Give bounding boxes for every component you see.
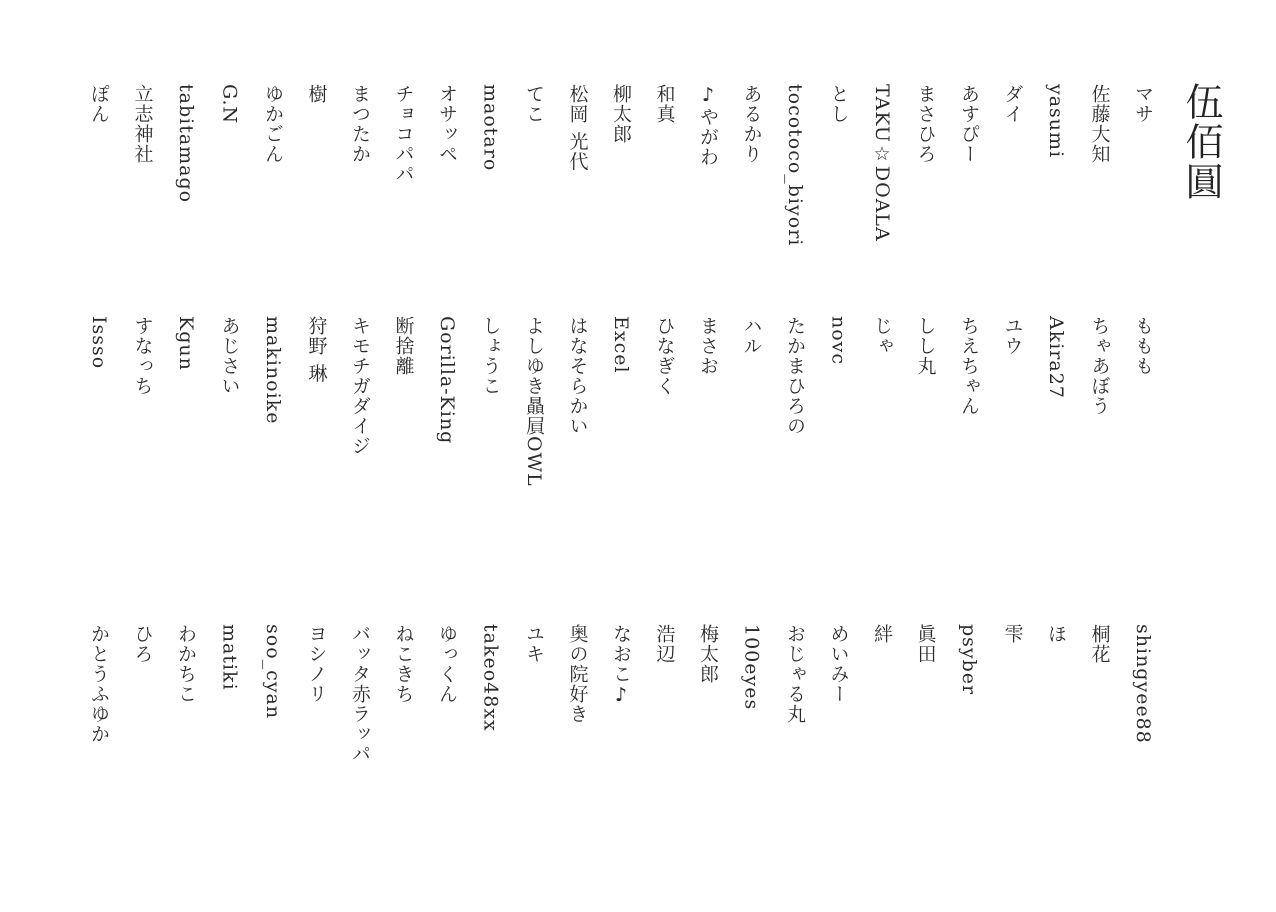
name-entry: バッタ赤ラッパ	[349, 624, 371, 764]
name-entry: まつたか	[349, 84, 371, 164]
name-entry: matiki	[218, 624, 241, 691]
name-entry: とし	[827, 84, 850, 124]
name-entry: ひろ	[131, 624, 154, 664]
name-entry: yasumi	[1045, 84, 1067, 159]
name-entry: かとうふゆか	[88, 624, 110, 744]
name-entry: 立志神社	[131, 84, 154, 164]
name-entry: おじゃる丸	[784, 624, 806, 724]
name-entry: 絆	[871, 624, 893, 644]
name-entry: psyber	[958, 624, 980, 696]
name-entry: soo_cyan	[262, 624, 284, 720]
name-entry: 和真	[653, 84, 676, 124]
name-entry: あるかり	[740, 84, 763, 164]
name-entry: 100eyes	[740, 624, 763, 711]
name-entry: しし丸	[914, 316, 937, 376]
name-entry: まさひろ	[914, 84, 937, 164]
name-entry: ちえちゃん	[958, 316, 980, 416]
name-entry: Excel	[610, 316, 632, 374]
name-entry: ゆかごん	[262, 84, 284, 164]
name-entry: あじさい	[218, 316, 241, 396]
name-entry: たかまひろの	[784, 316, 806, 436]
name-entry: 柳太郎	[610, 84, 632, 144]
name-entry: オサッペ	[436, 84, 458, 164]
name-entry: tocotoco_biyori	[784, 84, 806, 247]
name-entry: novc	[827, 316, 850, 366]
name-entry: 松岡 光代	[566, 84, 589, 172]
name-entry: ♪やがわ	[697, 84, 719, 167]
name-entry: あすぴー	[958, 84, 980, 164]
name-entry: 狩野 琳	[305, 316, 328, 384]
name-entry: 奥の院好き	[566, 624, 589, 724]
name-entry: なおこ♪	[610, 624, 632, 707]
name-entry: takeo48xx	[479, 624, 502, 732]
name-entry: makinoike	[262, 316, 284, 425]
name-entry: キモチガダイジ	[349, 316, 371, 456]
name-entry: Kgun	[175, 316, 197, 371]
name-entry: 梅太郎	[697, 624, 719, 684]
name-entry: ユキ	[523, 624, 545, 664]
name-entry: 佐藤大知	[1088, 84, 1111, 164]
name-entry: ダイ	[1001, 84, 1024, 124]
name-entry: 眞田	[914, 624, 937, 664]
name-entry: すなっち	[131, 316, 154, 396]
name-entry: はなそらかい	[566, 316, 589, 436]
name-entry: ほ	[1045, 624, 1067, 644]
name-entry: まさお	[697, 316, 719, 376]
page-title: 伍佰圓	[1179, 82, 1223, 202]
name-entry: チョコパパ	[392, 84, 415, 184]
name-entry: 樹	[305, 84, 328, 104]
name-entry: ゆっくん	[436, 624, 458, 704]
name-entry: じゃ	[871, 316, 893, 356]
name-entry: 桐花	[1088, 624, 1111, 664]
name-entry: Akira27	[1045, 316, 1067, 399]
name-entry: ひなぎく	[653, 316, 676, 396]
name-entry: ユウ	[1001, 316, 1024, 356]
name-entry: しょうこ	[479, 316, 502, 396]
name-entry: ももも	[1132, 316, 1154, 376]
name-entry: てこ	[523, 84, 545, 124]
name-entry: マサ	[1132, 84, 1154, 124]
name-entry: よしゆき贔屓OWL	[523, 316, 545, 487]
name-entry: わかちこ	[175, 624, 197, 704]
name-entry: shingyee88	[1132, 624, 1154, 744]
name-entry: G.N	[218, 84, 241, 125]
name-entry: Issso	[88, 316, 110, 370]
name-entry: maotaro	[479, 84, 502, 172]
name-entry: tabitamago	[175, 84, 197, 204]
name-entry: めいみー	[827, 624, 850, 704]
name-entry: ぽん	[88, 84, 110, 124]
name-entry: 雫	[1001, 624, 1024, 644]
name-entry: ハル	[740, 316, 763, 356]
name-entry: 浩辺	[653, 624, 676, 664]
name-entry: ヨシノリ	[305, 624, 328, 704]
name-entry: 断捨離	[392, 316, 415, 376]
name-entry: ねこきち	[392, 624, 415, 704]
name-entry: TAKU☆DOALA	[871, 84, 893, 242]
name-entry: ちゃあぼう	[1088, 316, 1111, 416]
name-entry: Gorilla-King	[436, 316, 458, 445]
